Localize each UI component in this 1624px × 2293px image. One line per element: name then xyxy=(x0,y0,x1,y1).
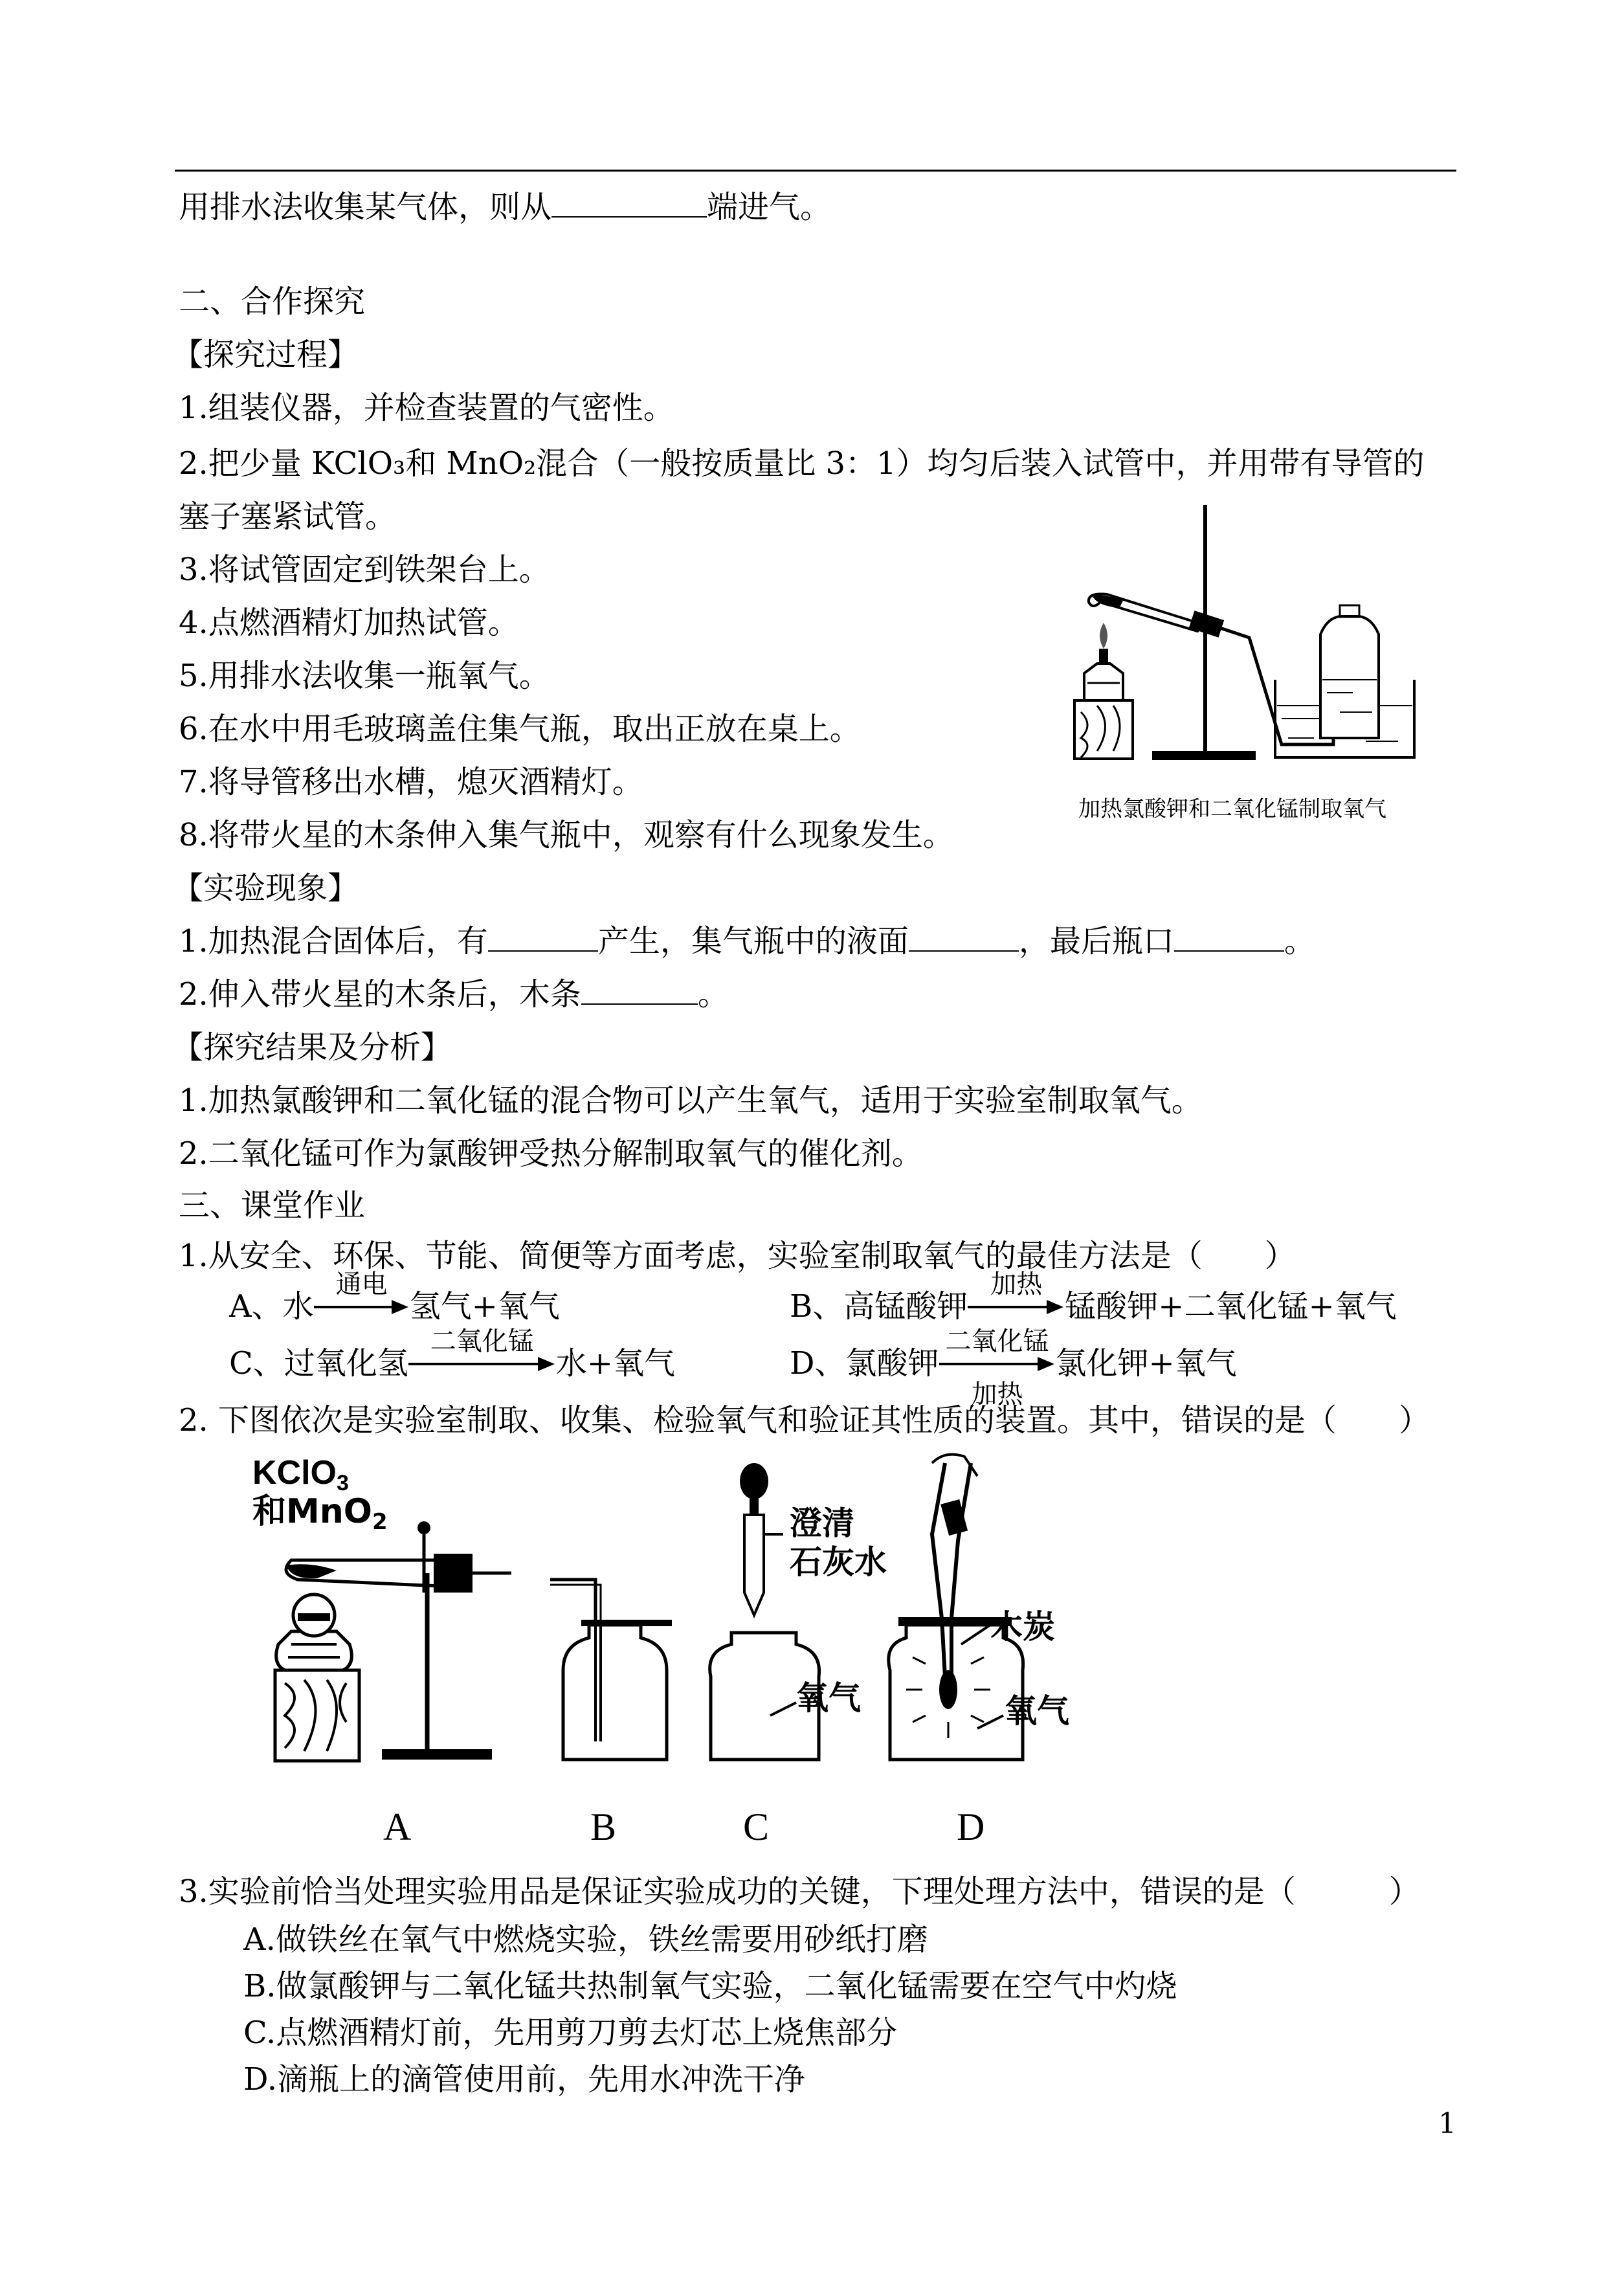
panel-label-c: C xyxy=(743,1806,770,1848)
blank xyxy=(909,923,1019,952)
subsection-heading: 【探究结果及分析】 xyxy=(172,1029,452,1066)
header-rule xyxy=(175,170,1456,172)
kclo3-label: KClO3 xyxy=(252,1454,349,1495)
text: 产生，集气瓶中的液面 xyxy=(597,923,909,959)
blank xyxy=(1174,923,1284,952)
reaction-arrow xyxy=(408,1326,556,1374)
step: 8.将带火星的木条伸入集气瓶中，观察有什么现象发生。 xyxy=(179,817,954,853)
text: 用排水法收集某气体，则从 xyxy=(179,189,552,225)
question-stem: 1.从安全、环保、节能、简便等方面考虑，实验室制取氧气的最佳方法是（ ） xyxy=(179,1238,1296,1274)
oxygen-label-c: 氧气 xyxy=(796,1679,861,1717)
product: 氢气+氧气 xyxy=(409,1288,560,1325)
panel-d xyxy=(889,1455,1069,1848)
condition: 二氧化锰 xyxy=(430,1326,534,1356)
step: 6.在水中用毛玻璃盖住集气瓶，取出正放在桌上。 xyxy=(179,711,861,747)
blank xyxy=(488,923,598,952)
figure-caption: 加热氯酸钾和二氧化锰制取氧气 xyxy=(1078,796,1386,822)
text: 2.伸入带火星的木条后，木条 xyxy=(179,976,581,1012)
limewater-label-2: 石灰水 xyxy=(790,1543,887,1581)
section-heading: 三、课堂作业 xyxy=(179,1187,366,1224)
reactant: C、过氧化氢 xyxy=(229,1345,408,1381)
step: 2.把少量 KClO₃和 MnO₂混合（一般按质量比 3：1）均匀后装入试管中，并用带有导管的 xyxy=(179,445,1425,482)
reactant: B、高锰酸钾 xyxy=(790,1288,968,1325)
text: 1.加热混合固体后，有 xyxy=(179,923,488,959)
step: 塞子塞紧试管。 xyxy=(179,498,397,535)
reaction-arrow xyxy=(968,1270,1065,1317)
condition: 二氧化锰 xyxy=(945,1326,1049,1356)
text: 。 xyxy=(697,976,729,1012)
mno2-label: 和MnO2 xyxy=(252,1492,388,1535)
result: 1.加热氯酸钾和二氧化锰的混合物可以产生氧气，适用于实验室制取氧气。 xyxy=(179,1082,1203,1119)
option-b xyxy=(790,1270,1397,1325)
condition: 通电 xyxy=(335,1270,388,1299)
charcoal-label: 木炭 xyxy=(990,1608,1055,1646)
condition: 加热 xyxy=(971,1380,1023,1409)
panel-c xyxy=(710,1463,887,1848)
step: 7.将导管移出水槽，熄灭酒精灯。 xyxy=(179,764,643,800)
step: 3.将试管固定到铁架台上。 xyxy=(179,552,550,588)
option: C.点燃酒精灯前，先用剪刀剪去灯芯上烧焦部分 xyxy=(243,2015,898,2051)
reactant: A、水 xyxy=(229,1288,314,1325)
panel-label-d: D xyxy=(957,1806,985,1848)
oxygen-label-d: 氧气 xyxy=(1005,1692,1069,1730)
page-number: 1 xyxy=(1438,2107,1456,2140)
option-a xyxy=(229,1270,560,1325)
reaction-arrow xyxy=(939,1326,1056,1409)
q2-apparatus-figure xyxy=(239,1450,1146,1864)
fill-in-line xyxy=(179,976,729,1012)
panel-b xyxy=(550,1580,672,1848)
step: 4.点燃酒精灯加热试管。 xyxy=(179,605,519,641)
question-stem: 3.实验前恰当处理实验用品是保证实验成功的关键，下理处理方法中，错误的是（ ） xyxy=(179,1874,1420,1910)
option: A.做铁丝在氧气中燃烧实验，铁丝需要用砂纸打磨 xyxy=(243,1921,928,1958)
option-c xyxy=(229,1326,675,1381)
step: 5.用排水法收集一瓶氧气。 xyxy=(179,658,550,694)
result: 2.二氧化锰可作为氯酸钾受热分解制取氧气的催化剂。 xyxy=(179,1135,923,1172)
product: 氯化钾+氧气 xyxy=(1055,1345,1237,1381)
fill-in-line xyxy=(179,923,1315,959)
step: 1.组装仪器，并检查装置的气密性。 xyxy=(179,390,674,426)
oxygen-apparatus-figure xyxy=(1062,498,1424,764)
panel-label-a: A xyxy=(383,1806,412,1848)
text: ，最后瓶口 xyxy=(1018,923,1174,959)
text: 端进气。 xyxy=(707,189,832,225)
limewater-label-1: 澄清 xyxy=(790,1504,854,1542)
section-heading: 二、合作探究 xyxy=(179,284,366,320)
option: B.做氯酸钾与二氧化锰共热制氧气实验，二氧化锰需要在空气中灼烧 xyxy=(243,1968,1177,2004)
reaction-arrow xyxy=(314,1270,410,1317)
product: 水+氧气 xyxy=(555,1345,675,1381)
reactant: D、氯酸钾 xyxy=(790,1345,939,1381)
panel-a xyxy=(252,1454,511,1848)
condition: 加热 xyxy=(990,1270,1043,1299)
question-stem: 2. 下图依次是实验室制取、收集、检验氧气和验证其性质的装置。其中，错误的是（ ） xyxy=(179,1402,1430,1438)
option: D.滴瓶上的滴管使用前，先用水冲洗干净 xyxy=(243,2061,806,2097)
option-d xyxy=(790,1326,1237,1409)
product: 锰酸钾+二氧化锰+氧气 xyxy=(1065,1288,1397,1325)
blank xyxy=(551,189,707,218)
panel-label-b: B xyxy=(590,1806,617,1848)
subsection-heading: 【探究过程】 xyxy=(172,337,359,373)
text: 。 xyxy=(1284,923,1315,959)
subsection-heading: 【实验现象】 xyxy=(172,870,359,906)
fill-in-line xyxy=(179,189,831,225)
blank xyxy=(581,976,698,1005)
